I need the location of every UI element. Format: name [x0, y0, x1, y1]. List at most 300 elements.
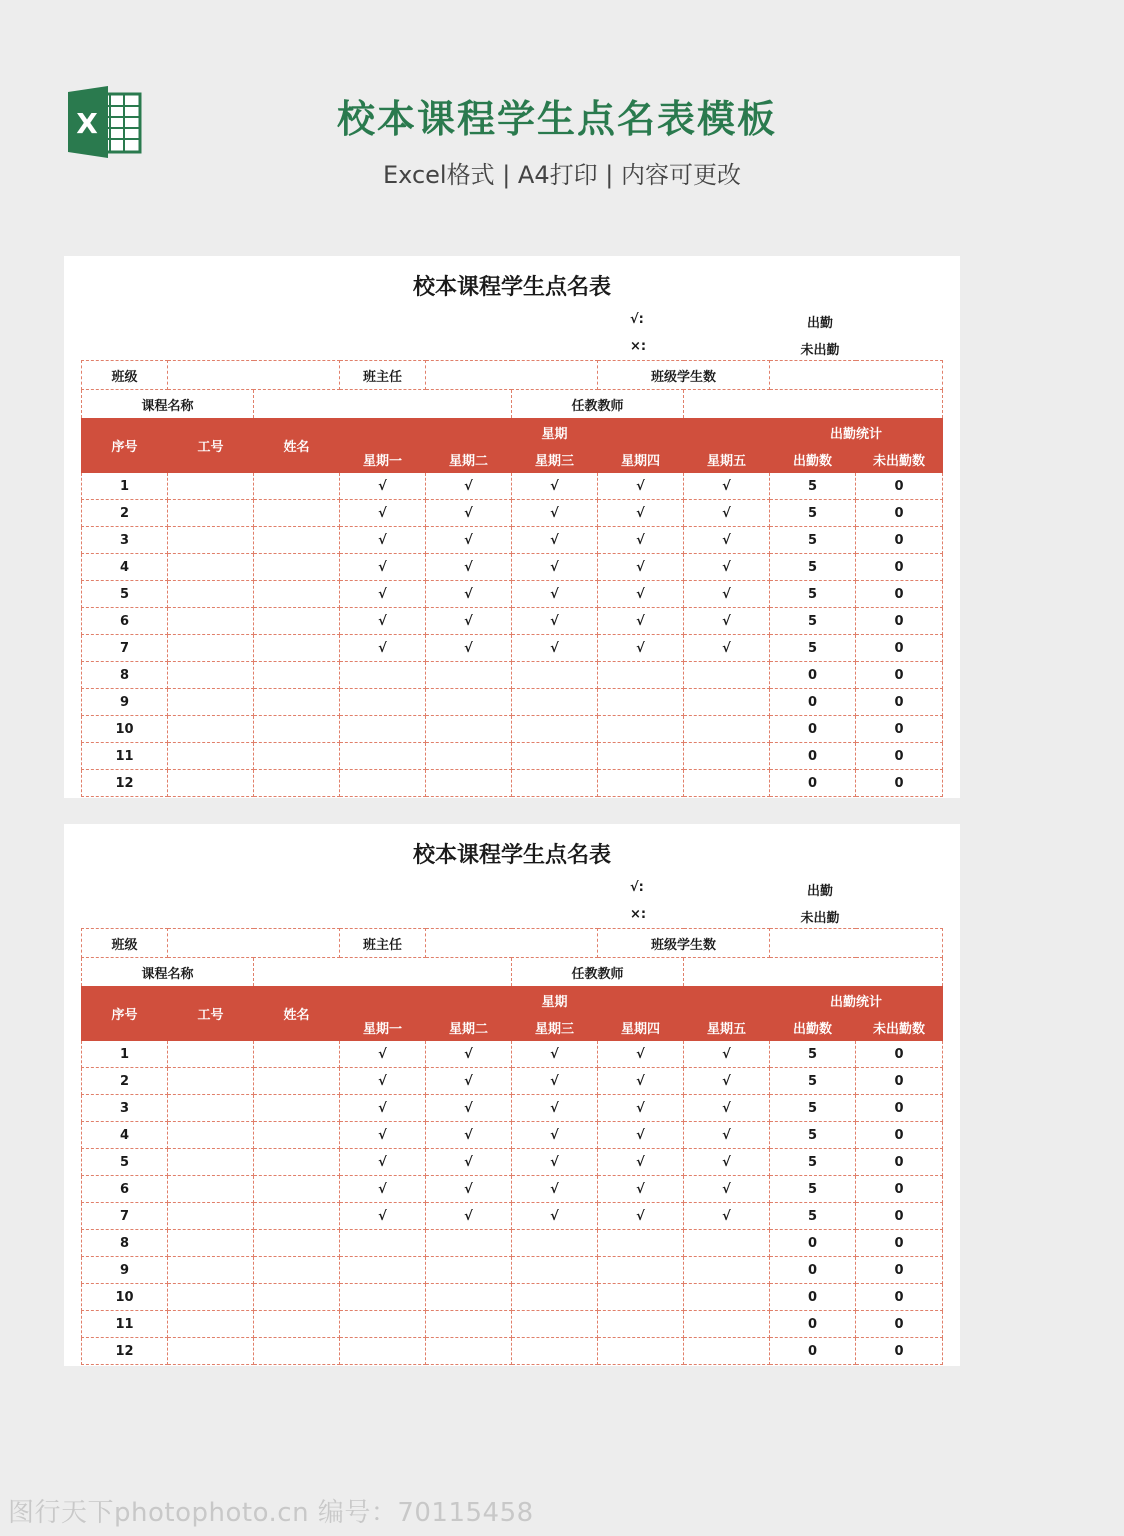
- present-count: 5: [770, 635, 856, 662]
- attendance-mark-cell[interactable]: √: [512, 635, 598, 662]
- header-day: 星期二: [426, 446, 512, 473]
- attendance-mark-cell[interactable]: √: [512, 527, 598, 554]
- sheet-title: 校本课程学生点名表: [412, 275, 611, 300]
- id-cell[interactable]: [168, 1257, 254, 1284]
- attendance-mark-cell[interactable]: √: [684, 635, 770, 662]
- attendance-mark-cell[interactable]: √: [684, 608, 770, 635]
- id-cell[interactable]: [168, 1311, 254, 1338]
- attendance-mark-cell[interactable]: [598, 770, 684, 797]
- attendance-mark-cell[interactable]: √: [426, 500, 512, 527]
- header-day: 星期一: [340, 1014, 426, 1041]
- attendance-mark-cell[interactable]: [598, 689, 684, 716]
- attendance-mark-cell[interactable]: √: [426, 635, 512, 662]
- banner: [0, 0, 1024, 230]
- table-row: [82, 1284, 943, 1311]
- attendance-mark-cell[interactable]: √: [340, 527, 426, 554]
- header-day: 星期四: [598, 446, 684, 473]
- header-day: 星期四: [598, 1014, 684, 1041]
- attendance-mark-cell[interactable]: [598, 716, 684, 743]
- course-name-value-cell[interactable]: [254, 390, 512, 419]
- row-number: 6: [82, 1176, 168, 1203]
- attendance-mark-cell[interactable]: √: [684, 1149, 770, 1176]
- attendance-mark-cell[interactable]: √: [426, 608, 512, 635]
- name-cell[interactable]: [254, 581, 340, 608]
- attendance-mark-cell[interactable]: √: [340, 473, 426, 500]
- attendance-mark-cell[interactable]: √: [598, 1041, 684, 1068]
- table-row: [82, 1149, 943, 1176]
- present-count: 5: [770, 581, 856, 608]
- attendance-mark-cell[interactable]: [684, 1311, 770, 1338]
- attendance-mark-cell[interactable]: √: [512, 1203, 598, 1230]
- name-cell[interactable]: [254, 1041, 340, 1068]
- attendance-mark-cell[interactable]: [426, 662, 512, 689]
- table-row: [82, 581, 943, 608]
- row-number: 2: [82, 1068, 168, 1095]
- attendance-mark-cell[interactable]: √: [512, 1122, 598, 1149]
- id-cell[interactable]: [168, 500, 254, 527]
- row-number: 4: [82, 1122, 168, 1149]
- attendance-mark-cell[interactable]: [512, 743, 598, 770]
- legend-row: [64, 880, 960, 900]
- absent-count: 0: [856, 662, 943, 689]
- attendance-mark-cell[interactable]: √: [684, 473, 770, 500]
- attendance-mark-cell[interactable]: √: [426, 527, 512, 554]
- table-row: [82, 1203, 943, 1230]
- attendance-mark-cell[interactable]: [512, 1311, 598, 1338]
- attendance-mark-cell[interactable]: √: [512, 473, 598, 500]
- header-day: 星期三: [512, 446, 598, 473]
- table-row: [82, 1176, 943, 1203]
- name-cell[interactable]: [254, 1257, 340, 1284]
- attendance-mark-cell[interactable]: √: [340, 554, 426, 581]
- attendance-mark-cell[interactable]: √: [684, 527, 770, 554]
- attendance-mark-cell[interactable]: [340, 743, 426, 770]
- header-day: 星期二: [426, 1014, 512, 1041]
- absent-count: 0: [856, 1095, 943, 1122]
- attendance-table-wrap: [81, 928, 943, 1359]
- row-number: 10: [82, 716, 168, 743]
- attendance-mark-cell[interactable]: √: [512, 1149, 598, 1176]
- attendance-mark-cell[interactable]: √: [426, 1203, 512, 1230]
- attendance-mark-cell[interactable]: √: [426, 581, 512, 608]
- table-row: [82, 716, 943, 743]
- row-number: 3: [82, 527, 168, 554]
- attendance-mark-cell[interactable]: √: [598, 1122, 684, 1149]
- attendance-mark-cell[interactable]: [426, 1338, 512, 1365]
- table-row: [82, 743, 943, 770]
- id-cell[interactable]: [168, 608, 254, 635]
- attendance-mark-cell[interactable]: [512, 716, 598, 743]
- attendance-mark-cell[interactable]: √: [426, 554, 512, 581]
- table-row: [82, 635, 943, 662]
- course-name-value-cell[interactable]: [254, 958, 512, 987]
- attendance-mark-cell[interactable]: √: [426, 1149, 512, 1176]
- absent-count: 0: [856, 770, 943, 797]
- absent-count: 0: [856, 473, 943, 500]
- header-week: 星期: [340, 987, 770, 1014]
- attendance-mark-cell[interactable]: [684, 662, 770, 689]
- attendance-mark-cell[interactable]: [598, 1338, 684, 1365]
- table-row: [82, 1041, 943, 1068]
- attendance-mark-cell[interactable]: √: [512, 1068, 598, 1095]
- absent-count: 0: [856, 1311, 943, 1338]
- student-count-value-cell[interactable]: [770, 929, 943, 958]
- name-cell[interactable]: [254, 1068, 340, 1095]
- name-cell[interactable]: [254, 662, 340, 689]
- student-count-value-cell[interactable]: [770, 361, 943, 390]
- row-number: 4: [82, 554, 168, 581]
- present-count: 5: [770, 527, 856, 554]
- attendance-mark-cell[interactable]: √: [598, 500, 684, 527]
- attendance-mark-cell[interactable]: [512, 1257, 598, 1284]
- attendance-mark-cell[interactable]: √: [512, 500, 598, 527]
- id-cell[interactable]: [168, 689, 254, 716]
- attendance-mark-cell[interactable]: √: [426, 473, 512, 500]
- attendance-table: [81, 360, 943, 797]
- name-cell[interactable]: [254, 554, 340, 581]
- id-cell[interactable]: [168, 1230, 254, 1257]
- name-cell[interactable]: [254, 689, 340, 716]
- name-cell[interactable]: [254, 473, 340, 500]
- name-cell[interactable]: [254, 1095, 340, 1122]
- absent-count: 0: [856, 1176, 943, 1203]
- present-count: 0: [770, 1311, 856, 1338]
- row-number: 1: [82, 473, 168, 500]
- attendance-mark-cell[interactable]: [598, 743, 684, 770]
- legend-meaning: 未出勤: [800, 343, 840, 358]
- attendance-mark-cell[interactable]: [340, 1230, 426, 1257]
- course-name-label: 课程名称: [82, 958, 254, 987]
- id-cell[interactable]: [168, 1122, 254, 1149]
- row-number: 9: [82, 1257, 168, 1284]
- attendance-mark-cell[interactable]: √: [684, 1068, 770, 1095]
- attendance-mark-cell[interactable]: [598, 1230, 684, 1257]
- header-no: 序号: [82, 419, 168, 473]
- table-row: [82, 1230, 943, 1257]
- table-row: [82, 770, 943, 797]
- attendance-mark-cell[interactable]: √: [426, 1041, 512, 1068]
- name-cell[interactable]: [254, 1338, 340, 1365]
- attendance-mark-cell[interactable]: [684, 1230, 770, 1257]
- page-subtitle: Excel格式 | A4打印 | 内容可更改: [383, 161, 741, 189]
- class-label: 班级: [82, 929, 168, 958]
- name-cell[interactable]: [254, 1176, 340, 1203]
- attendance-mark-cell[interactable]: √: [340, 635, 426, 662]
- id-cell[interactable]: [168, 1041, 254, 1068]
- attendance-mark-cell[interactable]: √: [512, 608, 598, 635]
- attendance-mark-cell[interactable]: √: [598, 1176, 684, 1203]
- name-cell[interactable]: [254, 743, 340, 770]
- attendance-mark-cell[interactable]: [512, 662, 598, 689]
- present-count: 0: [770, 662, 856, 689]
- absent-count: 0: [856, 1068, 943, 1095]
- attendance-mark-cell[interactable]: [340, 716, 426, 743]
- absent-count: 0: [856, 1041, 943, 1068]
- attendance-mark-cell[interactable]: [340, 662, 426, 689]
- present-count: 0: [770, 1257, 856, 1284]
- name-cell[interactable]: [254, 1203, 340, 1230]
- attendance-mark-cell[interactable]: √: [684, 1122, 770, 1149]
- header-day: 星期五: [684, 446, 770, 473]
- legend-symbol: √:: [630, 312, 644, 327]
- attendance-mark-cell[interactable]: √: [684, 1203, 770, 1230]
- attendance-mark-cell[interactable]: [426, 1230, 512, 1257]
- name-cell[interactable]: [254, 770, 340, 797]
- teacher-label: 任教教师: [512, 390, 684, 419]
- attendance-mark-cell[interactable]: √: [340, 581, 426, 608]
- attendance-mark-cell[interactable]: √: [340, 1041, 426, 1068]
- teacher-value-cell[interactable]: [684, 958, 943, 987]
- attendance-mark-cell[interactable]: [512, 1284, 598, 1311]
- head-teacher-label: 班主任: [340, 361, 426, 390]
- absent-count: 0: [856, 581, 943, 608]
- row-number: 10: [82, 1284, 168, 1311]
- header-row: [82, 987, 943, 1014]
- row-number: 1: [82, 1041, 168, 1068]
- name-cell[interactable]: [254, 716, 340, 743]
- attendance-mark-cell[interactable]: √: [340, 500, 426, 527]
- attendance-mark-cell[interactable]: [598, 662, 684, 689]
- attendance-mark-cell[interactable]: √: [684, 554, 770, 581]
- absent-count: 0: [856, 554, 943, 581]
- present-count: 5: [770, 1176, 856, 1203]
- attendance-mark-cell[interactable]: [598, 1257, 684, 1284]
- excel-logo-letter: X: [76, 107, 98, 140]
- id-cell[interactable]: [168, 770, 254, 797]
- attendance-mark-cell[interactable]: √: [684, 581, 770, 608]
- attendance-mark-cell[interactable]: √: [598, 527, 684, 554]
- watermark: 图行天下photophoto.cn 编号：70115458: [8, 1498, 534, 1528]
- present-count: 5: [770, 554, 856, 581]
- row-number: 8: [82, 1230, 168, 1257]
- id-cell[interactable]: [168, 662, 254, 689]
- info-row-course: [82, 958, 943, 987]
- attendance-mark-cell[interactable]: [512, 1230, 598, 1257]
- student-count-label: 班级学生数: [598, 361, 770, 390]
- attendance-mark-cell[interactable]: √: [512, 581, 598, 608]
- attendance-mark-cell[interactable]: √: [598, 1095, 684, 1122]
- attendance-mark-cell[interactable]: [340, 1311, 426, 1338]
- attendance-mark-cell[interactable]: [684, 716, 770, 743]
- attendance-mark-cell[interactable]: [684, 689, 770, 716]
- id-cell[interactable]: [168, 1284, 254, 1311]
- absent-count: 0: [856, 689, 943, 716]
- header-name: 姓名: [254, 419, 340, 473]
- present-count: 5: [770, 1203, 856, 1230]
- name-cell[interactable]: [254, 608, 340, 635]
- absent-count: 0: [856, 500, 943, 527]
- id-cell[interactable]: [168, 635, 254, 662]
- absent-count: 0: [856, 1203, 943, 1230]
- attendance-mark-cell[interactable]: [426, 1311, 512, 1338]
- row-number: 6: [82, 608, 168, 635]
- table-row: [82, 689, 943, 716]
- attendance-mark-cell[interactable]: [684, 1257, 770, 1284]
- name-cell[interactable]: [254, 1311, 340, 1338]
- attendance-mark-cell[interactable]: √: [426, 1122, 512, 1149]
- attendance-mark-cell[interactable]: √: [340, 1122, 426, 1149]
- name-cell[interactable]: [254, 1149, 340, 1176]
- attendance-mark-cell[interactable]: [512, 770, 598, 797]
- attendance-mark-cell[interactable]: √: [426, 1095, 512, 1122]
- legend-meaning: 未出勤: [800, 911, 840, 926]
- present-count: 0: [770, 689, 856, 716]
- attendance-mark-cell[interactable]: √: [684, 500, 770, 527]
- id-cell[interactable]: [168, 743, 254, 770]
- table-row: [82, 527, 943, 554]
- legend-row: [64, 907, 960, 927]
- head-teacher-label: 班主任: [340, 929, 426, 958]
- attendance-mark-cell[interactable]: [426, 716, 512, 743]
- id-cell[interactable]: [168, 1095, 254, 1122]
- header-row: [82, 419, 943, 446]
- attendance-mark-cell[interactable]: [340, 1338, 426, 1365]
- attendance-mark-cell[interactable]: [684, 770, 770, 797]
- head-teacher-value-cell[interactable]: [426, 929, 598, 958]
- id-cell[interactable]: [168, 1068, 254, 1095]
- attendance-mark-cell[interactable]: [684, 1338, 770, 1365]
- header-present: 出勤数: [770, 446, 856, 473]
- teacher-value-cell[interactable]: [684, 390, 943, 419]
- attendance-mark-cell[interactable]: [512, 1338, 598, 1365]
- attendance-mark-cell[interactable]: √: [426, 1068, 512, 1095]
- attendance-mark-cell[interactable]: [340, 1284, 426, 1311]
- present-count: 0: [770, 1284, 856, 1311]
- teacher-label: 任教教师: [512, 958, 684, 987]
- absent-count: 0: [856, 743, 943, 770]
- id-cell[interactable]: [168, 554, 254, 581]
- table-row: [82, 554, 943, 581]
- id-cell[interactable]: [168, 581, 254, 608]
- attendance-mark-cell[interactable]: √: [684, 1176, 770, 1203]
- id-cell[interactable]: [168, 1149, 254, 1176]
- table-row: [82, 1068, 943, 1095]
- absent-count: 0: [856, 1230, 943, 1257]
- legend-meaning: 出勤: [806, 316, 833, 331]
- attendance-mark-cell[interactable]: √: [340, 608, 426, 635]
- present-count: 5: [770, 1122, 856, 1149]
- table-row: [82, 1257, 943, 1284]
- table-row: [82, 662, 943, 689]
- attendance-table-wrap: [81, 360, 943, 791]
- attendance-mark-cell[interactable]: √: [512, 1041, 598, 1068]
- attendance-mark-cell[interactable]: √: [598, 473, 684, 500]
- row-number: 8: [82, 662, 168, 689]
- id-cell[interactable]: [168, 716, 254, 743]
- legend-symbol: ×:: [630, 339, 647, 354]
- present-count: 5: [770, 1149, 856, 1176]
- attendance-mark-cell[interactable]: √: [426, 1176, 512, 1203]
- present-count: 0: [770, 1230, 856, 1257]
- name-cell[interactable]: [254, 1284, 340, 1311]
- id-cell[interactable]: [168, 1176, 254, 1203]
- head-teacher-value-cell[interactable]: [426, 361, 598, 390]
- attendance-mark-cell[interactable]: √: [684, 1041, 770, 1068]
- name-cell[interactable]: [254, 500, 340, 527]
- attendance-mark-cell[interactable]: [426, 743, 512, 770]
- legend-symbol: √:: [630, 880, 644, 895]
- header-day: 星期三: [512, 1014, 598, 1041]
- attendance-mark-cell[interactable]: √: [598, 1203, 684, 1230]
- attendance-mark-cell[interactable]: [512, 689, 598, 716]
- id-cell[interactable]: [168, 527, 254, 554]
- attendance-mark-cell[interactable]: √: [598, 1068, 684, 1095]
- name-cell[interactable]: [254, 1230, 340, 1257]
- row-number: 5: [82, 1149, 168, 1176]
- attendance-mark-cell[interactable]: √: [598, 635, 684, 662]
- attendance-mark-cell[interactable]: [426, 1257, 512, 1284]
- attendance-mark-cell[interactable]: √: [684, 1095, 770, 1122]
- table-row: [82, 1095, 943, 1122]
- row-number: 7: [82, 1203, 168, 1230]
- name-cell[interactable]: [254, 527, 340, 554]
- attendance-mark-cell[interactable]: √: [512, 1095, 598, 1122]
- attendance-mark-cell[interactable]: √: [598, 554, 684, 581]
- absent-count: 0: [856, 1149, 943, 1176]
- attendance-mark-cell[interactable]: √: [340, 1176, 426, 1203]
- attendance-mark-cell[interactable]: √: [512, 1176, 598, 1203]
- present-count: 0: [770, 770, 856, 797]
- row-number: 11: [82, 743, 168, 770]
- header-week: 星期: [340, 419, 770, 446]
- header-day: 星期五: [684, 1014, 770, 1041]
- id-cell[interactable]: [168, 1203, 254, 1230]
- present-count: 5: [770, 608, 856, 635]
- row-number: 11: [82, 1311, 168, 1338]
- attendance-mark-cell[interactable]: [426, 1284, 512, 1311]
- id-cell[interactable]: [168, 1338, 254, 1365]
- table-row: [82, 1311, 943, 1338]
- id-cell[interactable]: [168, 473, 254, 500]
- name-cell[interactable]: [254, 635, 340, 662]
- row-number: 2: [82, 500, 168, 527]
- attendance-mark-cell[interactable]: √: [340, 1203, 426, 1230]
- class-value-cell[interactable]: [168, 929, 340, 958]
- class-value-cell[interactable]: [168, 361, 340, 390]
- absent-count: 0: [856, 1122, 943, 1149]
- attendance-mark-cell[interactable]: [340, 689, 426, 716]
- sheet-title: 校本课程学生点名表: [412, 843, 611, 868]
- attendance-mark-cell[interactable]: √: [340, 1068, 426, 1095]
- header-stats: 出勤统计: [770, 419, 943, 446]
- attendance-mark-cell[interactable]: [340, 770, 426, 797]
- attendance-mark-cell[interactable]: √: [598, 1149, 684, 1176]
- attendance-mark-cell[interactable]: √: [598, 608, 684, 635]
- attendance-mark-cell[interactable]: √: [340, 1149, 426, 1176]
- attendance-mark-cell[interactable]: √: [598, 581, 684, 608]
- absent-count: 0: [856, 1257, 943, 1284]
- table-row: [82, 500, 943, 527]
- header-no: 序号: [82, 987, 168, 1041]
- attendance-mark-cell[interactable]: [598, 1284, 684, 1311]
- attendance-mark-cell[interactable]: √: [512, 554, 598, 581]
- attendance-mark-cell[interactable]: [684, 743, 770, 770]
- row-number: 12: [82, 1338, 168, 1365]
- name-cell[interactable]: [254, 1122, 340, 1149]
- absent-count: 0: [856, 527, 943, 554]
- attendance-mark-cell[interactable]: √: [340, 1095, 426, 1122]
- present-count: 5: [770, 500, 856, 527]
- info-row-class: [82, 361, 943, 390]
- attendance-mark-cell[interactable]: [340, 1257, 426, 1284]
- attendance-mark-cell[interactable]: [426, 770, 512, 797]
- header-id: 工号: [168, 987, 254, 1041]
- attendance-mark-cell[interactable]: [426, 689, 512, 716]
- attendance-mark-cell[interactable]: [684, 1284, 770, 1311]
- header-name: 姓名: [254, 987, 340, 1041]
- attendance-mark-cell[interactable]: [598, 1311, 684, 1338]
- absent-count: 0: [856, 608, 943, 635]
